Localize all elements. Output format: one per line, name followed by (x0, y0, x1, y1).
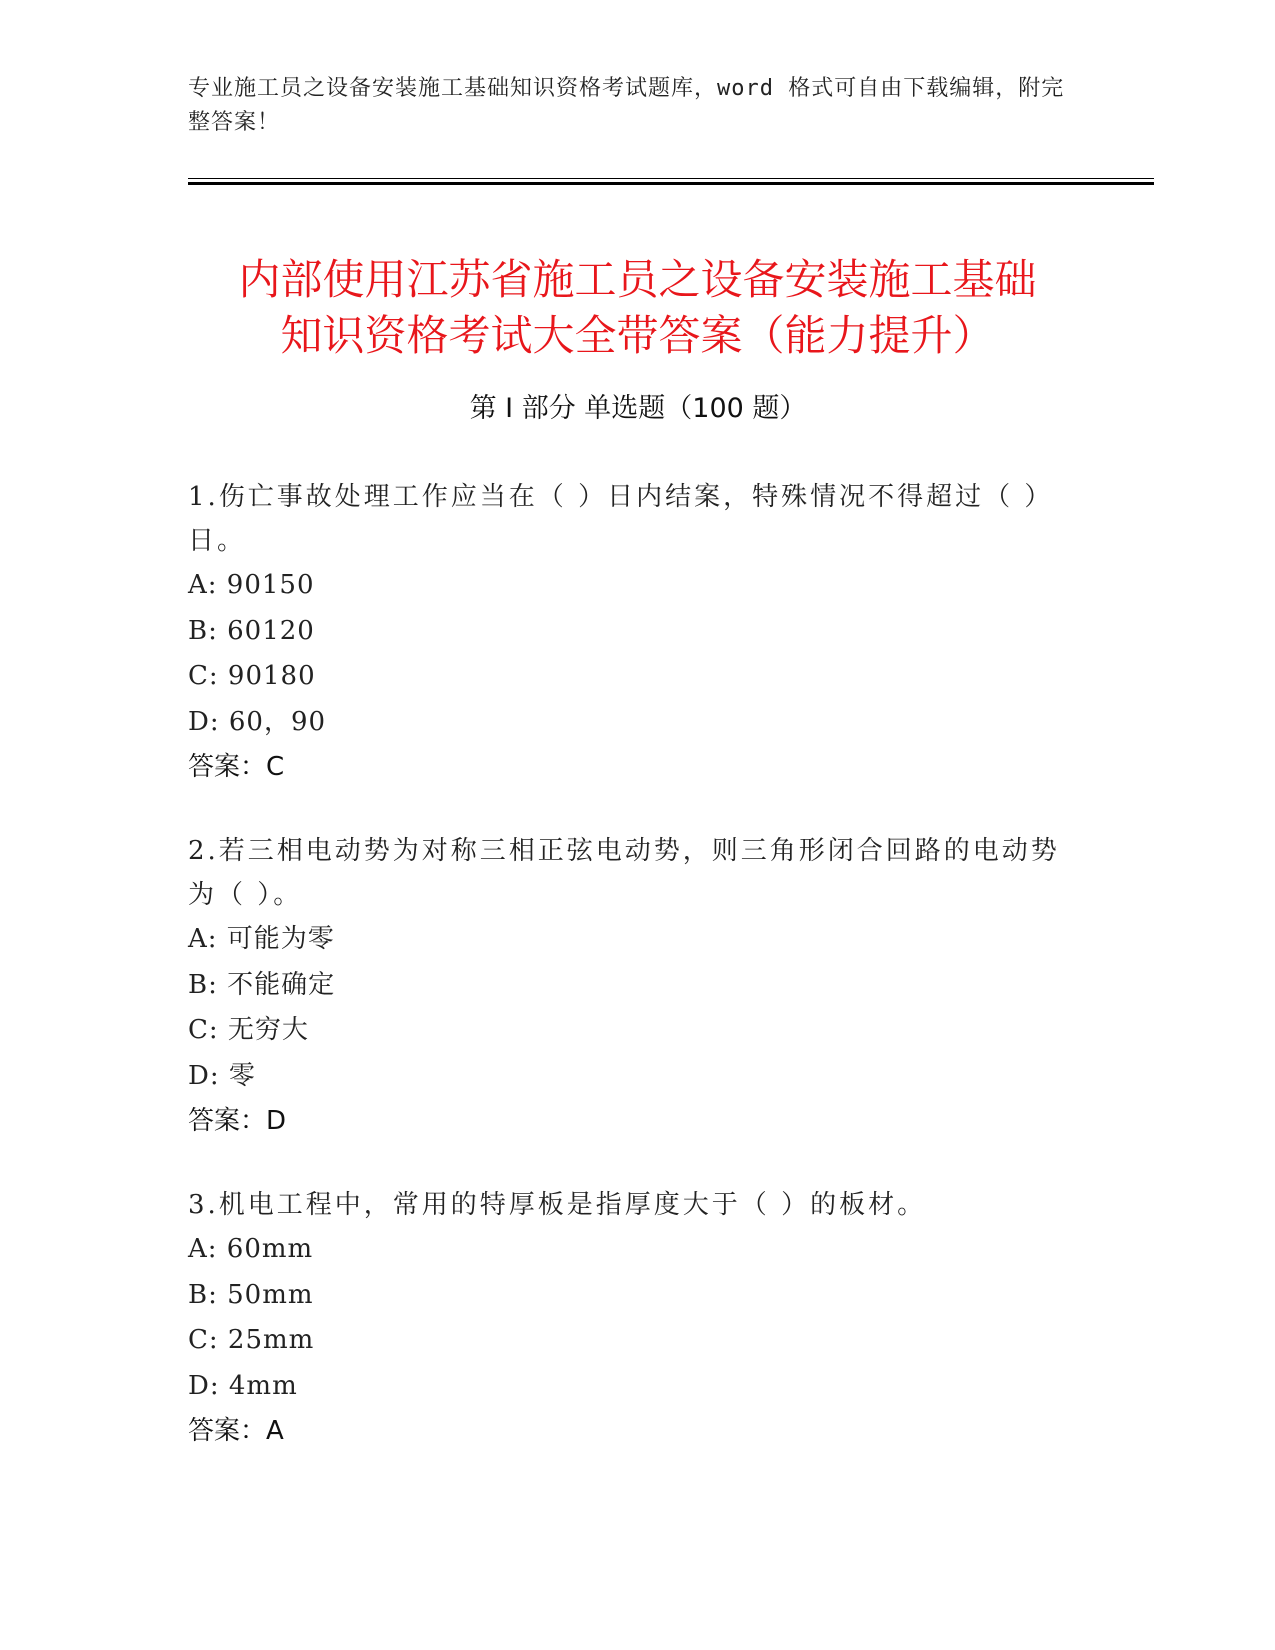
option-a: A: 可能为零 (188, 924, 335, 954)
option-b: B: 50mm (188, 1279, 314, 1310)
answer-text: 答案：C (188, 752, 285, 782)
option-c: C: 90180 (188, 661, 316, 691)
question-text: 1.伤亡事故处理工作应当在（ ）日内结案，特殊情况不得超过（ ）日。 (188, 482, 1054, 556)
question-2 (188, 829, 1088, 1143)
option-d: D: 60，90 (188, 706, 327, 737)
document-title (150, 252, 1125, 364)
answer-text: 答案：D (188, 1106, 287, 1136)
header-divider-thin (188, 178, 1154, 179)
document-title-line-2: 知识资格考试大全带答案（能力提升） (280, 311, 995, 361)
option-a: A: 90150 (188, 570, 315, 600)
option-c: C: 无穷大 (188, 1015, 309, 1045)
option-a: A: 60mm (188, 1234, 314, 1264)
header-note: 专业施工员之设备安装施工基础知识资格考试题库，word 格式可自由下载编辑，附完整答案！ (188, 76, 1065, 135)
section-title: 第 I 部分 单选题（100 题） (469, 393, 807, 424)
option-c: C: 25mm (188, 1325, 315, 1355)
question-list (188, 475, 1088, 1493)
option-b: B: 不能确定 (188, 969, 336, 1000)
option-d: D: 零 (188, 1060, 256, 1091)
question-3 (188, 1183, 1088, 1453)
question-1 (188, 475, 1088, 789)
question-text: 3.机电工程中，常用的特厚板是指厚度大于（ ）的板材。 (188, 1190, 927, 1220)
question-text: 2.若三相电动势为对称三相正弦电动势，则三角形闭合回路的电动势为（ ）。 (188, 836, 1060, 910)
header-divider-thick (188, 182, 1154, 185)
document-title-line-1: 内部使用江苏省施工员之设备安装施工基础 (238, 255, 1037, 305)
option-b: B: 60120 (188, 615, 315, 646)
answer-text: 答案：A (188, 1416, 284, 1446)
option-d: D: 4mm (188, 1370, 298, 1401)
